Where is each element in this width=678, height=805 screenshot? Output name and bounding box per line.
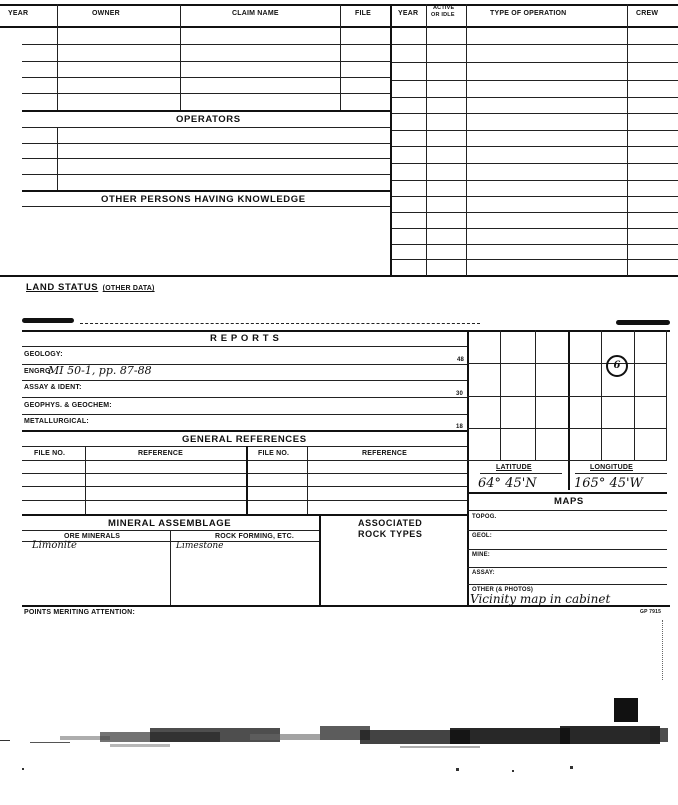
header-file: FILE bbox=[355, 10, 371, 17]
maps-topog-label: TOPOG. bbox=[472, 514, 497, 520]
assay-ident-label: ASSAY & IDENT: bbox=[24, 384, 82, 391]
maps-title: MAPS bbox=[554, 496, 584, 507]
rock-forming-value: Limestone bbox=[176, 541, 224, 551]
rock-types-label: ROCK TYPES bbox=[358, 529, 423, 539]
header-year2: YEAR bbox=[398, 10, 419, 17]
num-18: 18 bbox=[456, 424, 464, 430]
latitude-label: LATITUDE bbox=[496, 464, 532, 471]
header-claim-name: CLAIM NAME bbox=[232, 10, 279, 17]
metallurgical-label: METALLURGICAL: bbox=[24, 418, 89, 425]
grid-location-mark: 6 bbox=[606, 355, 628, 377]
form-number: GP 7915 bbox=[640, 609, 662, 615]
land-status bbox=[26, 277, 155, 295]
rock-forming-label: ROCK FORMING, ETC. bbox=[215, 533, 295, 540]
header-or-idle: OR IDLE bbox=[431, 12, 455, 18]
engrg-label: ENGRG: bbox=[24, 368, 54, 375]
ore-minerals-label: ORE MINERALS bbox=[64, 533, 121, 540]
header-year: YEAR bbox=[8, 10, 29, 17]
geology-label: GEOLOGY: bbox=[24, 351, 63, 358]
maps-assay-label: ASSAY: bbox=[472, 570, 495, 576]
ore-minerals-value: Limonite bbox=[32, 540, 77, 551]
longitude-value: 165° 45'W bbox=[574, 476, 643, 491]
ref-file-no-1: FILE NO. bbox=[34, 450, 66, 457]
header-owner: OWNER bbox=[92, 10, 120, 17]
ref-reference-1: REFERENCE bbox=[138, 450, 183, 457]
engrg-value: MI 50-1, pp. 87-88 bbox=[48, 364, 152, 377]
num-30: 30 bbox=[456, 391, 464, 397]
maps-geol-label: GEOL: bbox=[472, 533, 492, 539]
header-type-of-operation: TYPE OF OPERATION bbox=[490, 10, 567, 17]
land-status-label: LAND STATUS bbox=[26, 282, 99, 293]
mineral-assemblage-title: MINERAL ASSEMBLAGE bbox=[108, 518, 232, 529]
maps-other-label: OTHER (& PHOTOS) bbox=[472, 587, 534, 593]
maps-other-value: Vicinity map in cabinet bbox=[470, 592, 611, 606]
header-active: ACTIVE bbox=[433, 5, 455, 11]
land-status-sub: (OTHER DATA) bbox=[102, 285, 155, 292]
reports-title: R E P O R T S bbox=[210, 333, 280, 344]
points-meriting-attention-label: POINTS MERITING ATTENTION: bbox=[24, 609, 135, 616]
num-48: 48 bbox=[457, 357, 465, 363]
other-persons-heading: OTHER PERSONS HAVING KNOWLEDGE bbox=[101, 194, 306, 205]
scan-noise bbox=[0, 718, 678, 768]
ref-file-no-2: FILE NO. bbox=[258, 450, 290, 457]
general-references-title: GENERAL REFERENCES bbox=[182, 434, 307, 445]
longitude-label: LONGITUDE bbox=[590, 464, 634, 471]
ref-reference-2: REFERENCE bbox=[362, 450, 407, 457]
geophys-label: GEOPHYS. & GEOCHEM: bbox=[24, 402, 112, 409]
operators-heading: OPERATORS bbox=[176, 114, 241, 125]
maps-mine-label: MINE: bbox=[472, 552, 490, 558]
header-crew: CREW bbox=[636, 10, 659, 17]
latitude-value: 64° 45'N bbox=[478, 476, 537, 491]
associated-label: ASSOCIATED bbox=[358, 518, 423, 528]
